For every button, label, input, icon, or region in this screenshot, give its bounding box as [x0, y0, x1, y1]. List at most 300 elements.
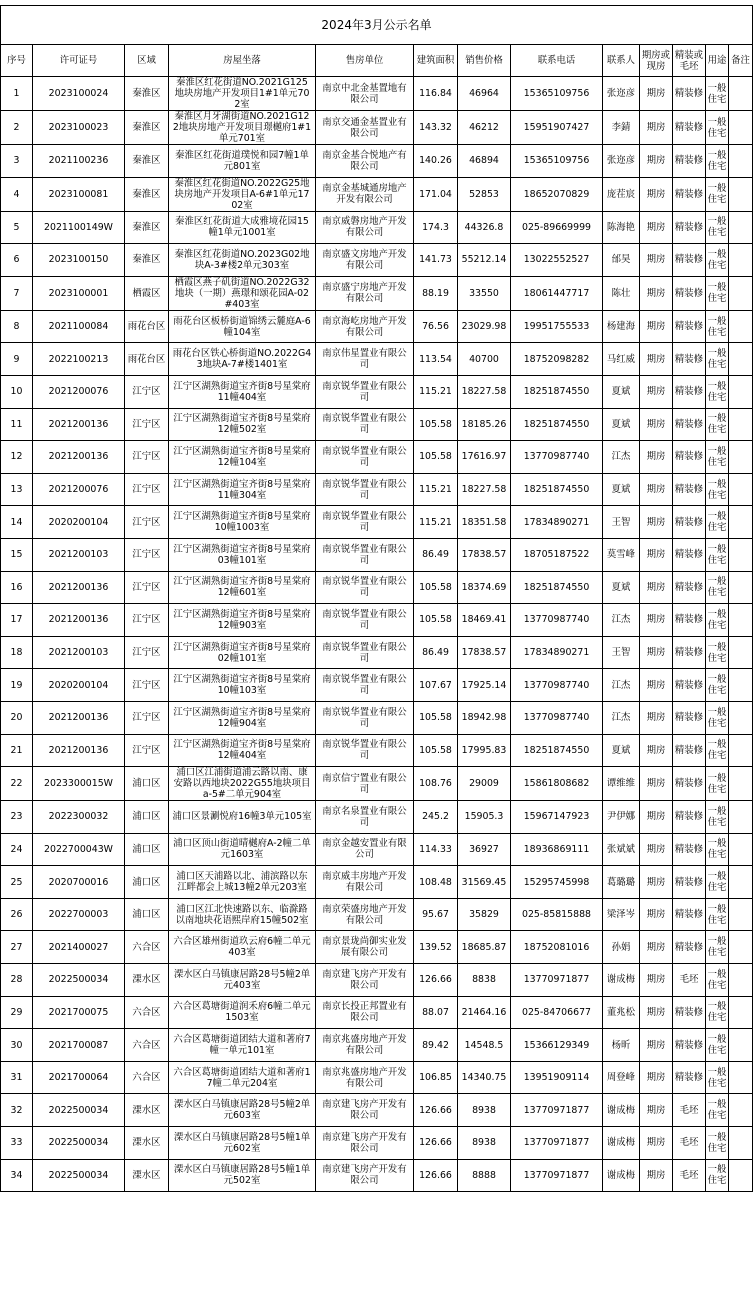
address-cell: 溧水区白马镇康居路28号5幢2单元603室 — [169, 1094, 316, 1127]
seller-cell: 南京金基城通房地产开发有限公司 — [316, 177, 414, 211]
district-cell: 江宁区 — [125, 473, 169, 506]
phone-cell: 13770987740 — [511, 669, 603, 702]
address-cell: 江宁区湖熟街道宝齐街8号星棠府12幢104室 — [169, 441, 316, 474]
district-cell: 江宁区 — [125, 375, 169, 408]
seller-cell: 南京名泉置业有限公司 — [316, 801, 414, 834]
price-cell: 18469.41 — [458, 604, 511, 637]
table-row — [1, 538, 753, 571]
phone-cell: 18752081016 — [511, 931, 603, 964]
status-cell: 期房 — [640, 898, 673, 931]
status-cell: 期房 — [640, 1029, 673, 1062]
remark-cell — [729, 276, 753, 310]
license-cell: 2021700087 — [33, 1029, 125, 1062]
license-cell: 2021200103 — [33, 636, 125, 669]
area-cell: 141.73 — [414, 244, 458, 277]
seq-cell: 11 — [1, 408, 33, 441]
usage-cell: 一般住宅 — [706, 276, 729, 310]
seq-cell: 16 — [1, 571, 33, 604]
area-cell: 113.54 — [414, 343, 458, 376]
usage-cell: 一般住宅 — [706, 801, 729, 834]
seller-cell: 南京锐华置业有限公司 — [316, 701, 414, 734]
seller-cell: 南京威磐房地产开发有限公司 — [316, 211, 414, 244]
license-cell: 2021200136 — [33, 571, 125, 604]
price-cell: 46212 — [458, 111, 511, 145]
area-cell: 140.26 — [414, 145, 458, 178]
column-header-finish: 精装或毛坯 — [673, 45, 706, 77]
seq-cell: 25 — [1, 866, 33, 899]
license-cell: 2021100149W — [33, 211, 125, 244]
address-cell: 雨花台区铁心桥街道NO.2022G43地块A-7#楼1401室 — [169, 343, 316, 376]
seq-cell: 15 — [1, 538, 33, 571]
column-header-remark: 备注 — [729, 45, 753, 77]
district-cell: 江宁区 — [125, 636, 169, 669]
usage-cell: 一般住宅 — [706, 866, 729, 899]
finish-cell: 精装修 — [673, 177, 706, 211]
finish-cell: 精装修 — [673, 506, 706, 539]
seq-cell: 32 — [1, 1094, 33, 1127]
license-cell: 2021200136 — [33, 701, 125, 734]
seq-cell: 18 — [1, 636, 33, 669]
usage-cell: 一般住宅 — [706, 734, 729, 767]
usage-cell: 一般住宅 — [706, 111, 729, 145]
usage-cell: 一般住宅 — [706, 177, 729, 211]
table-row — [1, 571, 753, 604]
usage-cell: 一般住宅 — [706, 1061, 729, 1094]
status-cell: 期房 — [640, 701, 673, 734]
status-cell: 期房 — [640, 669, 673, 702]
phone-cell: 18752098282 — [511, 343, 603, 376]
contact-cell: 夏斌 — [603, 375, 640, 408]
remark-cell — [729, 177, 753, 211]
price-cell: 33550 — [458, 276, 511, 310]
finish-cell: 精装修 — [673, 931, 706, 964]
usage-cell: 一般住宅 — [706, 473, 729, 506]
area-cell: 105.58 — [414, 408, 458, 441]
district-cell: 浦口区 — [125, 833, 169, 866]
seller-cell: 南京锐华置业有限公司 — [316, 571, 414, 604]
license-cell: 2021200136 — [33, 734, 125, 767]
usage-cell: 一般住宅 — [706, 996, 729, 1029]
phone-cell: 13770971877 — [511, 1094, 603, 1127]
finish-cell: 精装修 — [673, 636, 706, 669]
usage-cell: 一般住宅 — [706, 538, 729, 571]
contact-cell: 陈海艳 — [603, 211, 640, 244]
seller-cell: 南京建飞房产开发有限公司 — [316, 964, 414, 997]
contact-cell: 孙娟 — [603, 931, 640, 964]
area-cell: 174.3 — [414, 211, 458, 244]
seller-cell: 南京建飞房产开发有限公司 — [316, 1094, 414, 1127]
table-row — [1, 669, 753, 702]
district-cell: 溧水区 — [125, 964, 169, 997]
contact-cell: 王智 — [603, 636, 640, 669]
remark-cell — [729, 1061, 753, 1094]
license-cell: 2021200076 — [33, 375, 125, 408]
column-header-district: 区域 — [125, 45, 169, 77]
table-row — [1, 1029, 753, 1062]
price-cell: 15905.3 — [458, 801, 511, 834]
district-cell: 秦淮区 — [125, 111, 169, 145]
contact-cell: 梁泽岑 — [603, 898, 640, 931]
district-cell: 雨花台区 — [125, 310, 169, 343]
column-header-phone: 联系电话 — [511, 45, 603, 77]
address-cell: 江宁区湖熟街道宝齐街8号星棠府12幢903室 — [169, 604, 316, 637]
seller-cell: 南京锐华置业有限公司 — [316, 636, 414, 669]
address-cell: 溧水区白马镇康居路28号5幢2单元403室 — [169, 964, 316, 997]
address-cell: 江宁区湖熟街道宝齐街8号星棠府03幢101室 — [169, 538, 316, 571]
remark-cell — [729, 898, 753, 931]
license-cell: 2020700016 — [33, 866, 125, 899]
phone-cell: 17834890271 — [511, 636, 603, 669]
seller-cell: 南京中北金基置地有限公司 — [316, 77, 414, 111]
address-cell: 江宁区湖熟街道宝齐街8号星棠府10幢1003室 — [169, 506, 316, 539]
price-cell: 18685.87 — [458, 931, 511, 964]
seller-cell: 南京交通金基置业有限公司 — [316, 111, 414, 145]
status-cell: 期房 — [640, 833, 673, 866]
seller-cell: 南京兆盛房地产开发有限公司 — [316, 1061, 414, 1094]
table-row — [1, 1159, 753, 1192]
phone-cell: 15967147923 — [511, 801, 603, 834]
contact-cell: 张迩彦 — [603, 77, 640, 111]
remark-cell — [729, 375, 753, 408]
seller-cell: 南京锐华置业有限公司 — [316, 506, 414, 539]
status-cell: 期房 — [640, 473, 673, 506]
price-cell: 8888 — [458, 1159, 511, 1192]
finish-cell: 毛坯 — [673, 1094, 706, 1127]
finish-cell: 毛坯 — [673, 1159, 706, 1192]
finish-cell: 精装修 — [673, 111, 706, 145]
finish-cell: 精装修 — [673, 571, 706, 604]
phone-cell: 15365109756 — [511, 77, 603, 111]
license-cell: 2023300015W — [33, 767, 125, 801]
seller-cell: 南京锐华置业有限公司 — [316, 538, 414, 571]
address-cell: 江宁区湖熟街道宝齐街8号星棠府12幢601室 — [169, 571, 316, 604]
table-row — [1, 244, 753, 277]
table-header-row — [1, 45, 753, 77]
usage-cell: 一般住宅 — [706, 408, 729, 441]
usage-cell: 一般住宅 — [706, 636, 729, 669]
phone-cell: 18652070829 — [511, 177, 603, 211]
table-body — [1, 77, 753, 1192]
contact-cell: 谢成梅 — [603, 1127, 640, 1160]
district-cell: 六合区 — [125, 1029, 169, 1062]
license-cell: 2023100024 — [33, 77, 125, 111]
address-cell: 浦口区景涮悦府16幢3单元105室 — [169, 801, 316, 834]
price-cell: 18227.58 — [458, 473, 511, 506]
district-cell: 溧水区 — [125, 1094, 169, 1127]
phone-cell: 13770971877 — [511, 1159, 603, 1192]
area-cell: 143.32 — [414, 111, 458, 145]
price-cell: 14548.5 — [458, 1029, 511, 1062]
table-row — [1, 964, 753, 997]
finish-cell: 精装修 — [673, 1029, 706, 1062]
address-cell: 溧水区白马镇康居路28号5幢1单元502室 — [169, 1159, 316, 1192]
license-cell: 2021700064 — [33, 1061, 125, 1094]
contact-cell: 陈壮 — [603, 276, 640, 310]
district-cell: 雨花台区 — [125, 343, 169, 376]
status-cell: 期房 — [640, 408, 673, 441]
seq-cell: 7 — [1, 276, 33, 310]
price-cell: 17995.83 — [458, 734, 511, 767]
seq-cell: 8 — [1, 310, 33, 343]
remark-cell — [729, 244, 753, 277]
address-cell: 秦淮区红花街道NO.2022G25地块房地产开发项目A-6#1单元1702室 — [169, 177, 316, 211]
remark-cell — [729, 996, 753, 1029]
seller-cell: 南京锐华置业有限公司 — [316, 473, 414, 506]
price-cell: 8938 — [458, 1127, 511, 1160]
usage-cell: 一般住宅 — [706, 604, 729, 637]
phone-cell: 18251874550 — [511, 375, 603, 408]
seller-cell: 南京长投正邦置业有限公司 — [316, 996, 414, 1029]
license-cell: 2022700043W — [33, 833, 125, 866]
usage-cell: 一般住宅 — [706, 833, 729, 866]
license-cell: 2022500034 — [33, 964, 125, 997]
area-cell: 139.52 — [414, 931, 458, 964]
finish-cell: 精装修 — [673, 538, 706, 571]
price-cell: 18185.26 — [458, 408, 511, 441]
address-cell: 六合区葛塘街道团结大道和著府7幢一单元101室 — [169, 1029, 316, 1062]
license-cell: 2021100236 — [33, 145, 125, 178]
price-cell: 14340.75 — [458, 1061, 511, 1094]
district-cell: 浦口区 — [125, 767, 169, 801]
status-cell: 期房 — [640, 506, 673, 539]
seller-cell: 南京建飞房产开发有限公司 — [316, 1127, 414, 1160]
status-cell: 期房 — [640, 77, 673, 111]
seq-cell: 23 — [1, 801, 33, 834]
usage-cell: 一般住宅 — [706, 310, 729, 343]
district-cell: 浦口区 — [125, 866, 169, 899]
table-row — [1, 767, 753, 801]
address-cell: 江宁区湖熟街道宝齐街8号星棠府10幢103室 — [169, 669, 316, 702]
table-row — [1, 931, 753, 964]
status-cell: 期房 — [640, 636, 673, 669]
phone-cell: 13770987740 — [511, 441, 603, 474]
status-cell: 期房 — [640, 310, 673, 343]
seller-cell: 南京建飞房产开发有限公司 — [316, 1159, 414, 1192]
status-cell: 期房 — [640, 604, 673, 637]
license-cell: 2022500034 — [33, 1094, 125, 1127]
status-cell: 期房 — [640, 244, 673, 277]
seller-cell: 南京信宁置业有限公司 — [316, 767, 414, 801]
seq-cell: 27 — [1, 931, 33, 964]
table-row — [1, 701, 753, 734]
price-cell: 29009 — [458, 767, 511, 801]
usage-cell: 一般住宅 — [706, 669, 729, 702]
usage-cell: 一般住宅 — [706, 701, 729, 734]
address-cell: 雨花台区板桥街道锦绣云麓庭A-6幢104室 — [169, 310, 316, 343]
seq-cell: 5 — [1, 211, 33, 244]
license-cell: 2021200136 — [33, 604, 125, 637]
remark-cell — [729, 734, 753, 767]
phone-cell: 18705187522 — [511, 538, 603, 571]
table-row — [1, 177, 753, 211]
finish-cell: 精装修 — [673, 244, 706, 277]
area-cell: 106.85 — [414, 1061, 458, 1094]
table-row — [1, 375, 753, 408]
contact-cell: 杨昕 — [603, 1029, 640, 1062]
table-row — [1, 1127, 753, 1160]
district-cell: 栖霞区 — [125, 276, 169, 310]
district-cell: 江宁区 — [125, 701, 169, 734]
column-header-license: 许可证号 — [33, 45, 125, 77]
phone-cell: 17834890271 — [511, 506, 603, 539]
phone-cell: 15366129349 — [511, 1029, 603, 1062]
phone-cell: 18251874550 — [511, 734, 603, 767]
table-row — [1, 996, 753, 1029]
phone-cell: 13022552527 — [511, 244, 603, 277]
usage-cell: 一般住宅 — [706, 506, 729, 539]
license-cell: 2021100084 — [33, 310, 125, 343]
status-cell: 期房 — [640, 343, 673, 376]
status-cell: 期房 — [640, 1061, 673, 1094]
seq-cell: 1 — [1, 77, 33, 111]
remark-cell — [729, 538, 753, 571]
remark-cell — [729, 343, 753, 376]
column-header-contact: 联系人 — [603, 45, 640, 77]
license-cell: 2023100001 — [33, 276, 125, 310]
phone-cell: 19951755533 — [511, 310, 603, 343]
price-cell: 8838 — [458, 964, 511, 997]
finish-cell: 精装修 — [673, 669, 706, 702]
seller-cell: 南京伟星置业有限公司 — [316, 343, 414, 376]
price-cell: 18227.58 — [458, 375, 511, 408]
finish-cell: 精装修 — [673, 310, 706, 343]
license-cell: 2022700003 — [33, 898, 125, 931]
seq-cell: 24 — [1, 833, 33, 866]
usage-cell: 一般住宅 — [706, 964, 729, 997]
seller-cell: 南京金基合悦地产有限公司 — [316, 145, 414, 178]
address-cell: 浦口区天浦路以北、浦滨路以东江畔都会上城13幢2单元203室 — [169, 866, 316, 899]
area-cell: 126.66 — [414, 964, 458, 997]
table-row — [1, 801, 753, 834]
area-cell: 105.58 — [414, 604, 458, 637]
address-cell: 江宁区湖熟街道宝齐街8号星棠府12幢502室 — [169, 408, 316, 441]
usage-cell: 一般住宅 — [706, 211, 729, 244]
district-cell: 浦口区 — [125, 898, 169, 931]
contact-cell: 夏斌 — [603, 408, 640, 441]
license-cell: 2022500034 — [33, 1127, 125, 1160]
contact-cell: 谢成梅 — [603, 1159, 640, 1192]
status-cell: 期房 — [640, 866, 673, 899]
contact-cell: 谢成梅 — [603, 1094, 640, 1127]
district-cell: 六合区 — [125, 931, 169, 964]
price-cell: 55212.14 — [458, 244, 511, 277]
status-cell: 期房 — [640, 145, 673, 178]
usage-cell: 一般住宅 — [706, 931, 729, 964]
remark-cell — [729, 964, 753, 997]
usage-cell: 一般住宅 — [706, 767, 729, 801]
seq-cell: 28 — [1, 964, 33, 997]
remark-cell — [729, 636, 753, 669]
license-cell: 2021200103 — [33, 538, 125, 571]
status-cell: 期房 — [640, 767, 673, 801]
usage-cell: 一般住宅 — [706, 898, 729, 931]
area-cell: 88.19 — [414, 276, 458, 310]
table-row — [1, 1061, 753, 1094]
district-cell: 秦淮区 — [125, 77, 169, 111]
status-cell: 期房 — [640, 111, 673, 145]
price-cell: 46964 — [458, 77, 511, 111]
address-cell: 江宁区湖熟街道宝齐街8号星棠府12幢904室 — [169, 701, 316, 734]
district-cell: 江宁区 — [125, 604, 169, 637]
price-cell: 17925.14 — [458, 669, 511, 702]
page-title: 2024年3月公示名单 — [1, 6, 753, 45]
status-cell: 期房 — [640, 375, 673, 408]
price-cell: 36927 — [458, 833, 511, 866]
table-row — [1, 145, 753, 178]
table-row — [1, 310, 753, 343]
area-cell: 126.66 — [414, 1159, 458, 1192]
area-cell: 86.49 — [414, 636, 458, 669]
remark-cell — [729, 571, 753, 604]
contact-cell: 杨建海 — [603, 310, 640, 343]
column-header-seq: 序号 — [1, 45, 33, 77]
contact-cell: 谭维维 — [603, 767, 640, 801]
phone-cell: 13770987740 — [511, 701, 603, 734]
contact-cell: 张斌斌 — [603, 833, 640, 866]
status-cell: 期房 — [640, 1094, 673, 1127]
address-cell: 江宁区湖熟街道宝齐街8号星棠府12幢404室 — [169, 734, 316, 767]
status-cell: 期房 — [640, 931, 673, 964]
finish-cell: 精装修 — [673, 833, 706, 866]
seq-cell: 2 — [1, 111, 33, 145]
address-cell: 六合区葛塘街道团结大道和著府17幢二单元204室 — [169, 1061, 316, 1094]
seller-cell: 南京锐华置业有限公司 — [316, 734, 414, 767]
table-row — [1, 408, 753, 441]
finish-cell: 精装修 — [673, 441, 706, 474]
contact-cell: 江杰 — [603, 604, 640, 637]
license-cell: 2022100213 — [33, 343, 125, 376]
area-cell: 126.66 — [414, 1094, 458, 1127]
finish-cell: 精装修 — [673, 408, 706, 441]
seq-cell: 21 — [1, 734, 33, 767]
remark-cell — [729, 701, 753, 734]
seq-cell: 9 — [1, 343, 33, 376]
usage-cell: 一般住宅 — [706, 1029, 729, 1062]
price-cell: 35829 — [458, 898, 511, 931]
column-header-address: 房屋坐落 — [169, 45, 316, 77]
status-cell: 期房 — [640, 801, 673, 834]
remark-cell — [729, 1094, 753, 1127]
contact-cell: 马红威 — [603, 343, 640, 376]
address-cell: 秦淮区红花街道大成雅境花园15幢1单元1001室 — [169, 211, 316, 244]
phone-cell: 15861808682 — [511, 767, 603, 801]
finish-cell: 精装修 — [673, 801, 706, 834]
usage-cell: 一般住宅 — [706, 375, 729, 408]
price-cell: 18351.58 — [458, 506, 511, 539]
finish-cell: 毛坯 — [673, 964, 706, 997]
phone-cell: 025-85815888 — [511, 898, 603, 931]
phone-cell: 025-89669999 — [511, 211, 603, 244]
remark-cell — [729, 310, 753, 343]
district-cell: 江宁区 — [125, 571, 169, 604]
remark-cell — [729, 145, 753, 178]
phone-cell: 18936869111 — [511, 833, 603, 866]
price-cell: 18942.98 — [458, 701, 511, 734]
remark-cell — [729, 866, 753, 899]
remark-cell — [729, 1029, 753, 1062]
table-row — [1, 211, 753, 244]
address-cell: 江宁区湖熟街道宝齐街8号星棠府02幢101室 — [169, 636, 316, 669]
seller-cell: 南京兆盛房地产开发有限公司 — [316, 1029, 414, 1062]
seq-cell: 30 — [1, 1029, 33, 1062]
table-row — [1, 473, 753, 506]
area-cell: 88.07 — [414, 996, 458, 1029]
district-cell: 江宁区 — [125, 669, 169, 702]
table-row — [1, 343, 753, 376]
price-cell: 18374.69 — [458, 571, 511, 604]
license-cell: 2023100150 — [33, 244, 125, 277]
remark-cell — [729, 506, 753, 539]
